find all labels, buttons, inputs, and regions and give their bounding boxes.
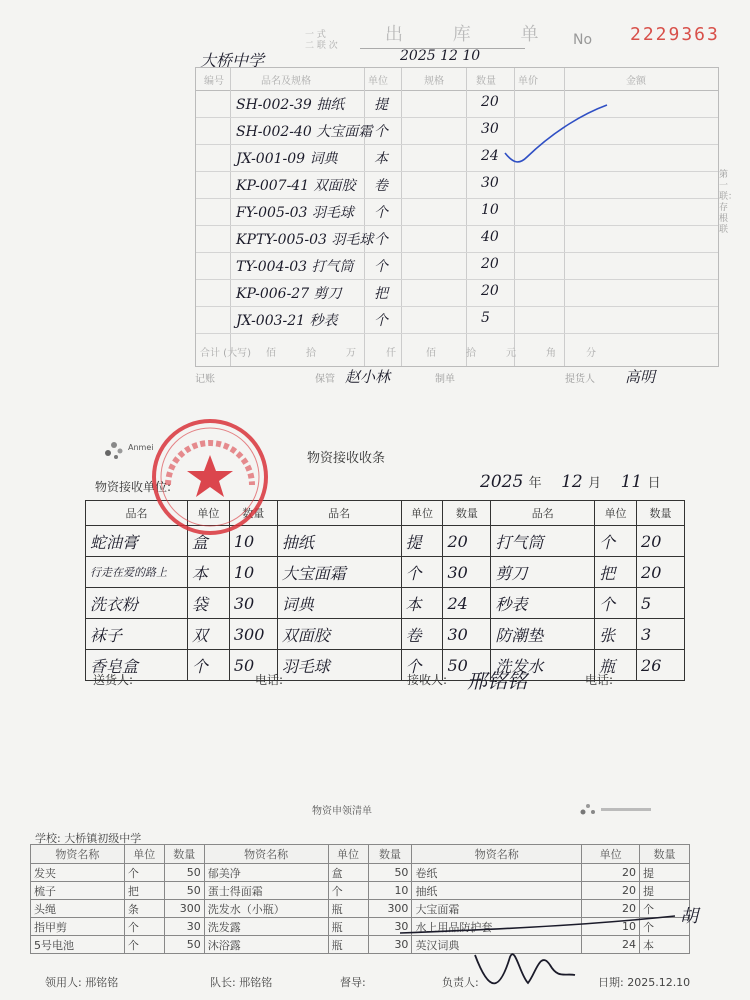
copies-line-2: 二 联 次 [305,41,338,51]
leaf-logo-icon [100,435,126,461]
requisition-cell: 30 [368,918,412,936]
receipt-cell: 词典 [277,588,401,619]
receipt-header: 数量 [637,501,685,526]
requisition-cell: 个 [124,864,164,882]
delivery-note-unit: 大桥中学 [200,51,265,70]
requisition-cell: 300 [164,900,204,918]
requisition-cell: 个 [640,900,690,918]
receipt-cell: 30 [443,557,491,588]
row-code: SH-002-40 大宝面霜 [236,124,373,140]
requisition-header: 单位 [124,845,164,864]
delivery-row [196,252,718,280]
responsible-label: 负责人: [442,976,479,989]
row-code: JX-001-09 词典 [236,151,338,167]
requisition-cell: 50 [164,864,204,882]
delivery-note-title: 出 库 单 [385,24,561,45]
receipt-cell: 提 [401,526,443,557]
official-stamp [148,415,273,540]
receipt-cell: 300 [229,619,277,650]
row-qty: 5 [481,310,490,326]
requisition-cell: 郁美净 [204,864,328,882]
date-day-unit: 日 [647,476,661,491]
requisition-cell: 个 [124,918,164,936]
receipt-cell: 盒 [187,526,229,557]
row-unit: 卷 [374,178,388,194]
requisition-cell: 30 [368,936,412,954]
requisition-cell: 瓶 [328,918,368,936]
receipt-cell: 个 [187,650,229,681]
row-qty: 24 [481,148,499,164]
receipt-cell: 50 [229,650,277,681]
delivery-note-signatures [195,368,717,386]
row-code: KP-006-27 剪刀 [236,286,342,302]
requisition-cell: 瓶 [328,900,368,918]
requisition-cell: 300 [368,900,412,918]
receipt-cell: 行走在爱的路上 [86,557,188,588]
requisition-header: 数量 [368,845,412,864]
receipt-header: 品名 [277,501,401,526]
row-unit: 个 [374,313,388,329]
requisition-header: 物资名称 [31,845,125,864]
requisition-header: 单位 [328,845,368,864]
row-qty: 20 [481,94,499,110]
row-qty: 20 [481,256,499,272]
supervisor-label: 督导: [340,976,366,989]
delivery-row [196,171,718,199]
receipt-cell: 10 [229,526,277,557]
receipt-header: 单位 [401,501,443,526]
date-year-unit: 年 [528,476,542,491]
receipt-cell: 个 [595,526,637,557]
row-qty: 10 [481,202,499,218]
keeper-signature: 赵小林 [345,368,391,386]
date-label: 日期: 2025.12.10 [598,976,691,989]
receipt-cell: 香皂盒 [86,650,188,681]
delivery-note-table [195,67,719,367]
requisition-header: 物资名称 [204,845,328,864]
row-code: FY-005-03 羽毛球 [236,205,354,221]
receipt-header: 数量 [229,501,277,526]
requisition-row [31,936,690,954]
row-unit: 把 [374,286,388,302]
total-unit: 佰 [426,348,436,359]
total-unit: 拾 [466,348,476,359]
receipt-cell: 卷 [401,619,443,650]
signature-scribble [470,935,580,995]
requisition-list [30,800,720,1000]
receipt-cell: 洗发水 [491,650,595,681]
requisition-header-row [31,845,690,864]
row-unit: 个 [374,232,388,248]
receipt-cell: 3 [637,619,685,650]
receipt-cell: 张 [595,619,637,650]
requisition-cell: 24 [582,936,640,954]
row-code: TY-004-03 打气筒 [236,259,354,275]
header-code: 编号 [204,76,224,87]
requisition-cell: 瓶 [328,936,368,954]
receipt-cell: 10 [229,557,277,588]
delivery-note-copies [305,30,338,52]
receipt-cell: 洗衣粉 [86,588,188,619]
receipt-cell: 羽毛球 [277,650,401,681]
requisition-cell: 抽纸 [412,882,582,900]
receipt-header: 品名 [86,501,188,526]
requisition-header: 数量 [640,845,690,864]
receipt-cell: 30 [443,619,491,650]
row-unit: 个 [374,124,388,140]
requisition-cell: 洗发露 [204,918,328,936]
sign-label-preparer: 制单 [435,374,455,385]
sign-label-bookkeeper: 记账 [195,374,215,385]
row-code: JX-003-21 秒表 [236,313,338,329]
leaf-logo-icon [575,800,670,820]
total-label: 合计 (大写) [200,348,251,359]
header-name: 品名及规格 [261,76,311,87]
total-unit: 元 [506,348,516,359]
receipt-row [86,619,685,650]
receipt-cell: 袋 [187,588,229,619]
receipt-cell: 30 [229,588,277,619]
requisition-cell: 把 [124,882,164,900]
requisition-cell: 本 [640,936,690,954]
requisition-cell: 50 [164,882,204,900]
receipt-cell: 本 [401,588,443,619]
requisition-cell: 5号电池 [31,936,125,954]
date-month-unit: 月 [588,476,602,491]
requisition-header: 物资名称 [412,845,582,864]
receipt-cell: 50 [443,650,491,681]
row-qty: 40 [481,229,499,245]
requisition-cell: 提 [640,864,690,882]
delivery-note [185,10,738,386]
date-month: 12 [561,472,583,492]
header-unit: 单位 [368,76,388,87]
delivery-row [196,117,718,145]
row-unit: 个 [374,259,388,275]
requisition-cell: 条 [124,900,164,918]
requisition-row [31,864,690,882]
sign-label-receiver: 提货人 [565,374,595,385]
applicant-label: 领用人: 邢铭铭 [45,976,119,989]
receipt-header: 单位 [187,501,229,526]
receipt-cell: 20 [443,526,491,557]
receiver-label: 接收人: [407,673,448,687]
receipt-cell: 袜子 [86,619,188,650]
row-code: SH-002-39 抽纸 [236,97,345,113]
receipt-cell: 瓶 [595,650,637,681]
row-code: KPTY-005-03 羽毛球 [236,232,374,248]
requisition-cell: 头绳 [31,900,125,918]
receipt-date [480,472,661,492]
receipt-row [86,588,685,619]
receipt-cell: 秒表 [491,588,595,619]
requisition-cell: 个 [640,918,690,936]
date-day: 11 [620,472,643,492]
receipt-cell: 个 [401,557,443,588]
deliverer-phone-label: 电话: [255,673,284,687]
delivery-note-date: 2025 12 10 [400,48,481,64]
deliverer-label: 送货人: [93,673,134,687]
receipt-unit-label: 物资接收单位: [95,480,172,494]
leader-label: 队长: 邢铭铭 [210,976,273,989]
handwritten-name: 胡 [680,906,698,927]
header-qty: 数量 [476,76,496,87]
logo-text: Anmei [128,443,154,452]
total-unit: 仟 [386,348,396,359]
receipt-title: 物资接收收条 [307,451,386,466]
receipt-cell: 蛇油膏 [86,526,188,557]
requisition-cell: 提 [640,882,690,900]
receiver-phone-label: 电话: [585,673,614,687]
requisition-cell: 20 [582,864,640,882]
requisition-cell: 发夹 [31,864,125,882]
requisition-cell: 个 [328,882,368,900]
receipt-cell: 抽纸 [277,526,401,557]
requisition-cell: 洗发水（小瓶） [204,900,328,918]
receipt-header: 数量 [443,501,491,526]
requisition-cell: 沐浴露 [204,936,328,954]
row-unit: 提 [374,97,388,113]
checkmark-icon [485,85,615,170]
receipt-cell: 个 [401,650,443,681]
requisition-cell: 英汉词典 [412,936,582,954]
row-unit: 本 [374,151,388,167]
requisition-cell: 50 [164,936,204,954]
requisition-row [31,882,690,900]
sign-label-keeper: 保管 [315,374,335,385]
row-unit: 个 [374,205,388,221]
receipt-cell: 本 [187,557,229,588]
receipt-cell: 把 [595,557,637,588]
requisition-cell: 指甲剪 [31,918,125,936]
receipt-header: 单位 [595,501,637,526]
receipt-cell: 大宝面霜 [277,557,401,588]
strike-line [400,908,680,938]
delivery-row [196,198,718,226]
delivery-row [196,279,718,307]
row-code: KP-007-41 双面胶 [236,178,356,194]
total-unit: 万 [346,348,356,359]
delivery-row [196,144,718,172]
delivery-note-total-row [196,338,718,366]
requisition-cell: 10 [368,882,412,900]
requisition-cell: 卷纸 [412,864,582,882]
delivery-row [196,306,718,334]
receipt-cell: 剪刀 [491,557,595,588]
header-price: 单价 [518,76,538,87]
receipt-cell: 20 [637,557,685,588]
receipt-cell: 双 [187,619,229,650]
copies-line-1: 一 式 [305,30,326,40]
delivery-note-header [196,68,718,91]
requisition-header: 单位 [582,845,640,864]
requisition-cell: 蛋士得面霜 [204,882,328,900]
row-qty: 30 [481,121,499,137]
total-unit: 分 [586,348,596,359]
date-year: 2025 [480,472,524,492]
requisition-header: 数量 [164,845,204,864]
requisition-cell: 水上用品防护套 [412,918,582,936]
receipt-cell: 双面胶 [277,619,401,650]
requisition-cell: 30 [164,918,204,936]
requisition-cell: 个 [124,936,164,954]
row-qty: 30 [481,175,499,191]
requisition-school: 学校: 大桥镇初级中学 [35,832,142,845]
receipt-row [86,557,685,588]
receipt-cell: 防潮垫 [491,619,595,650]
receipt-cell: 个 [595,588,637,619]
number-label: No [573,32,593,48]
requisition-cell: 梳子 [31,882,125,900]
header-spec: 规格 [424,76,444,87]
row-qty: 20 [481,283,499,299]
requisition-cell: 大宝面霜 [412,900,582,918]
receipt-cell: 5 [637,588,685,619]
receipt-cell: 20 [637,526,685,557]
requisition-cell: 盒 [328,864,368,882]
delivery-note-side-note: 第一联：存根联 [719,170,738,235]
receiver-signature: 高明 [625,368,656,386]
receiver-signature: 邢铭铭 [467,669,527,693]
receipt-cell: 打气筒 [491,526,595,557]
requisition-cell: 50 [368,864,412,882]
requisition-cell: 20 [582,882,640,900]
delivery-row [196,90,718,118]
total-unit: 佰 [266,348,276,359]
requisition-title: 物资申领清单 [312,806,372,817]
delivery-row [196,225,718,253]
total-unit: 角 [546,348,556,359]
receipt-cell: 26 [637,650,685,681]
requisition-cell: 20 [582,900,640,918]
receipt-cell: 24 [443,588,491,619]
serial-number: 2229363 [630,24,720,45]
header-amount: 金额 [626,76,646,87]
requisition-cell: 10 [582,918,640,936]
total-unit: 拾 [306,348,316,359]
receipt-header: 品名 [491,501,595,526]
